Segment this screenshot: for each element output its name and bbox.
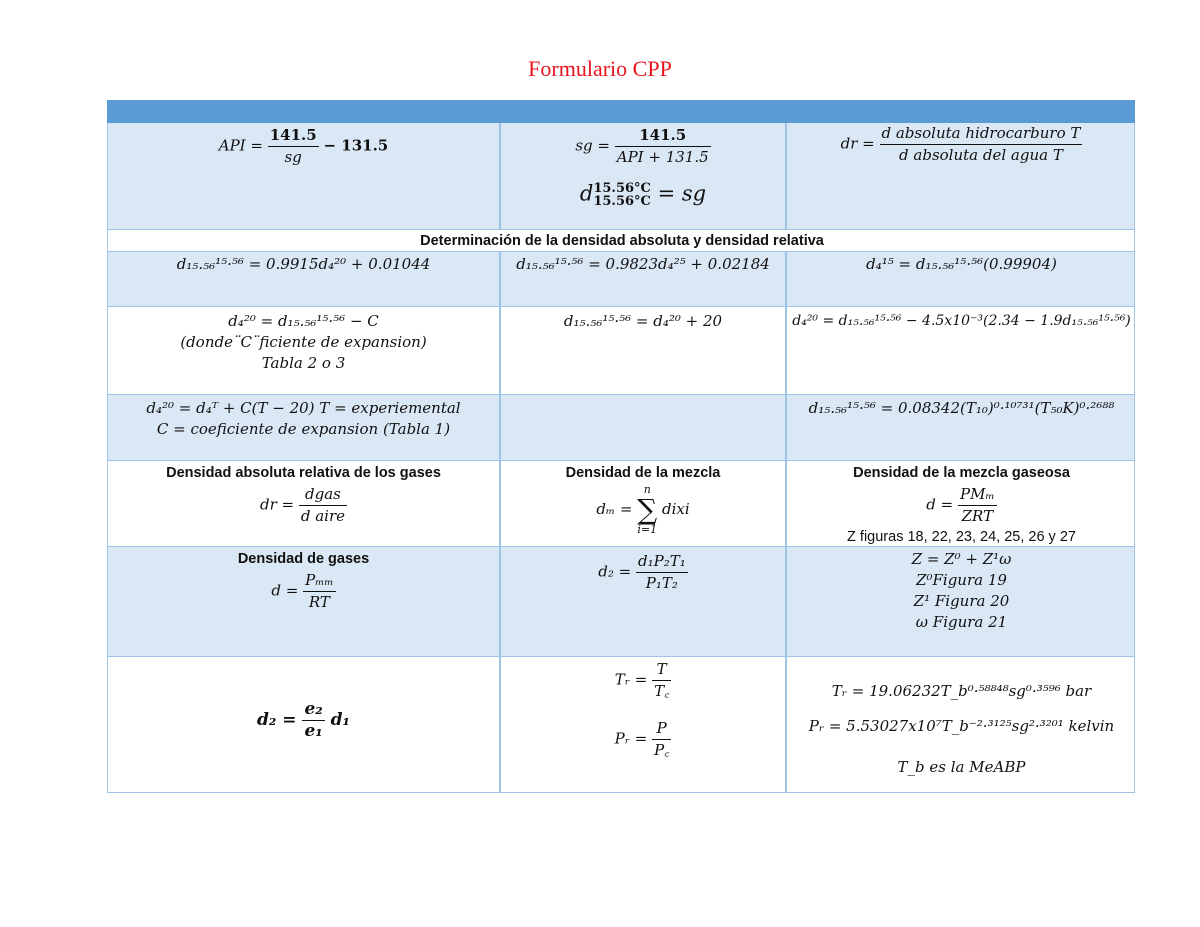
pr-den: P꜀ [654, 741, 670, 759]
dgas-num: dgas [299, 484, 347, 506]
sum-top: n [643, 483, 651, 496]
formula-cell: d₄¹⁵ = d₁₅.₅₆¹⁵·⁵⁶(0.99904) [866, 255, 1057, 273]
pr-lhs: Pᵣ = [614, 729, 648, 748]
sum-bottom: i=1 [637, 523, 658, 536]
d-sup: 15.56°C [593, 181, 651, 196]
formula-cell: d₁₅.₅₆¹⁵·⁵⁶ = d₄²⁰ + 20 [501, 307, 787, 394]
mixture-density-cell [501, 461, 787, 546]
d1: d₁ [330, 710, 350, 730]
d2-ratio-cell [108, 657, 501, 792]
cell-title: Densidad de gases [237, 551, 370, 567]
sg-den: API + 131.5 [616, 148, 709, 166]
dr-lhs: dr = [840, 134, 875, 153]
gas-relative-density-cell [108, 461, 501, 546]
sum-symbol [637, 484, 657, 536]
dixi: dixi [662, 500, 690, 518]
d-lhs: d = [271, 581, 299, 600]
pm-den: ZRT [961, 507, 994, 525]
sg-fraction [615, 125, 711, 168]
sg-lhs: sg = [575, 136, 610, 155]
formula-line: T_b es la MeABP [897, 758, 1026, 776]
api-rhs: − 131.5 [323, 136, 389, 155]
formula-line: (donde¨C¨ficiente de expansion) [180, 333, 427, 351]
dgas-den: d aire [300, 507, 346, 525]
formula-line: Z = Z⁰ + Z¹ω [911, 550, 1012, 568]
reduced-props-cell [501, 657, 787, 792]
d-sub: 15.56°C [593, 194, 651, 209]
api-formula-cell [108, 123, 501, 229]
e-fraction [302, 699, 324, 742]
table-row [107, 123, 1135, 230]
pm-fraction [958, 484, 997, 527]
pmm-fraction [303, 570, 336, 613]
api-lhs: API = [218, 136, 263, 155]
z-figures-note: Z figuras 18, 22, 23, 24, 25, 26 y 27 [847, 529, 1076, 545]
gas-density-cell [108, 547, 501, 656]
table-row [107, 547, 1135, 657]
tr-num: T [652, 659, 671, 681]
formula-cell: d₁₅.₅₆¹⁵·⁵⁶ = 0.08342(T₁₀)⁰·¹⁰⁷³¹(T₅₀K)⁰·²⁶⁸⁸ [808, 399, 1115, 417]
d2-fraction [636, 551, 688, 594]
dr-fraction [880, 123, 1083, 166]
tr-formula [501, 659, 785, 702]
table-row [107, 307, 1135, 395]
dr-num: d absoluta hidrocarburo T [880, 123, 1083, 145]
d-symbol: d [579, 181, 594, 206]
tr-lhs: Tᵣ = [614, 670, 648, 689]
dr-lhs: dr = [259, 495, 295, 514]
formula-cell: d₁₅.₅₆¹⁵·⁵⁶ = 0.9915d₄²⁰ + 0.01044 [108, 252, 501, 306]
z-factor-cell [787, 547, 1136, 656]
d2-formula-cell [501, 547, 787, 656]
formula-line: ω Figura 21 [915, 613, 1008, 631]
cell-title: Densidad de la mezcla gaseosa [853, 465, 1070, 481]
sigma: ∑ [637, 493, 658, 526]
dgas-fraction [299, 484, 347, 527]
api-den: sg [284, 148, 302, 166]
d-equals-sg [501, 182, 785, 208]
page-title: Formulario CPP [528, 56, 672, 81]
table-header-bar [107, 100, 1135, 123]
d2-num: d₁P₂T₁ [636, 551, 688, 573]
d2-lhs: d₂ = [257, 710, 297, 730]
dm-lhs: dₘ = [596, 500, 633, 518]
d-lhs: d = [926, 495, 954, 514]
table-row [107, 252, 1135, 307]
e-den: e₁ [304, 721, 323, 741]
formula-cell [108, 395, 501, 460]
tr-fraction [652, 659, 671, 702]
table-row [107, 395, 1135, 461]
pr-formula [501, 718, 785, 761]
formula-cell [108, 307, 501, 394]
formula-line: Tabla 2 o 3 [261, 354, 346, 372]
cell-title: Densidad de la mezcla [565, 465, 721, 481]
formula-line: Pᵣ = 5.53027x10⁷T_b⁻²·³¹²⁵sg²·³²⁰¹ kelvin [808, 717, 1115, 735]
api-num: 141.5 [268, 125, 319, 147]
correlations-cell [787, 657, 1136, 792]
pr-num: P [652, 718, 671, 740]
d2-lhs: d₂ = [598, 562, 632, 581]
formula-line: C = coeficiente de expansion (Tabla 1) [156, 420, 451, 438]
formula-line: Tᵣ = 19.06232T_b⁰·⁵⁸⁸⁴⁸sg⁰·³⁵⁹⁶ bar [831, 682, 1092, 700]
formula-line: Z⁰Figura 19 [916, 571, 1007, 589]
pmm-den: RT [308, 593, 330, 611]
formula-line: d₄²⁰ = d₄ᵀ + C(T − 20) T = experiemental [146, 399, 461, 417]
table-row [107, 230, 1135, 252]
gas-mixture-density-cell [787, 461, 1136, 546]
formula-line: Z¹ Figura 20 [913, 592, 1010, 610]
formula-cell: d₄²⁰ = d₁₅.₅₆¹⁵·⁵⁶ − 4.5x10⁻³(2.34 − 1.9d₁₅.₅₆¹⁵·⁵⁶) [792, 313, 1131, 329]
pm-num: PMₘ [958, 484, 997, 506]
formula-cell: d₁₅.₅₆¹⁵·⁵⁶ = 0.9823d₄²⁵ + 0.02184 [501, 252, 787, 306]
d-rhs: = sg [657, 181, 707, 206]
formula-line: d₄²⁰ = d₁₅.₅₆¹⁵·⁵⁶ − C [228, 312, 379, 330]
empty-cell [501, 395, 787, 460]
table-row [107, 657, 1135, 793]
dr-formula-cell [787, 123, 1136, 229]
e-num: e₂ [304, 699, 323, 719]
sg-formula-cell [501, 123, 787, 229]
api-fraction [268, 125, 319, 168]
pr-fraction [652, 718, 671, 761]
section-title: Determinación de la densidad absoluta y densidad relativa [420, 233, 824, 249]
cell-title: Densidad absoluta relativa de los gases [166, 465, 441, 481]
d2-den: P₁T₂ [645, 574, 678, 592]
sg-num: 141.5 [615, 125, 711, 147]
pmm-num: Pₘₘ [303, 570, 336, 592]
tr-den: T꜀ [654, 682, 670, 700]
table-row [107, 461, 1135, 547]
dr-den: d absoluta del agua T [899, 146, 1063, 164]
